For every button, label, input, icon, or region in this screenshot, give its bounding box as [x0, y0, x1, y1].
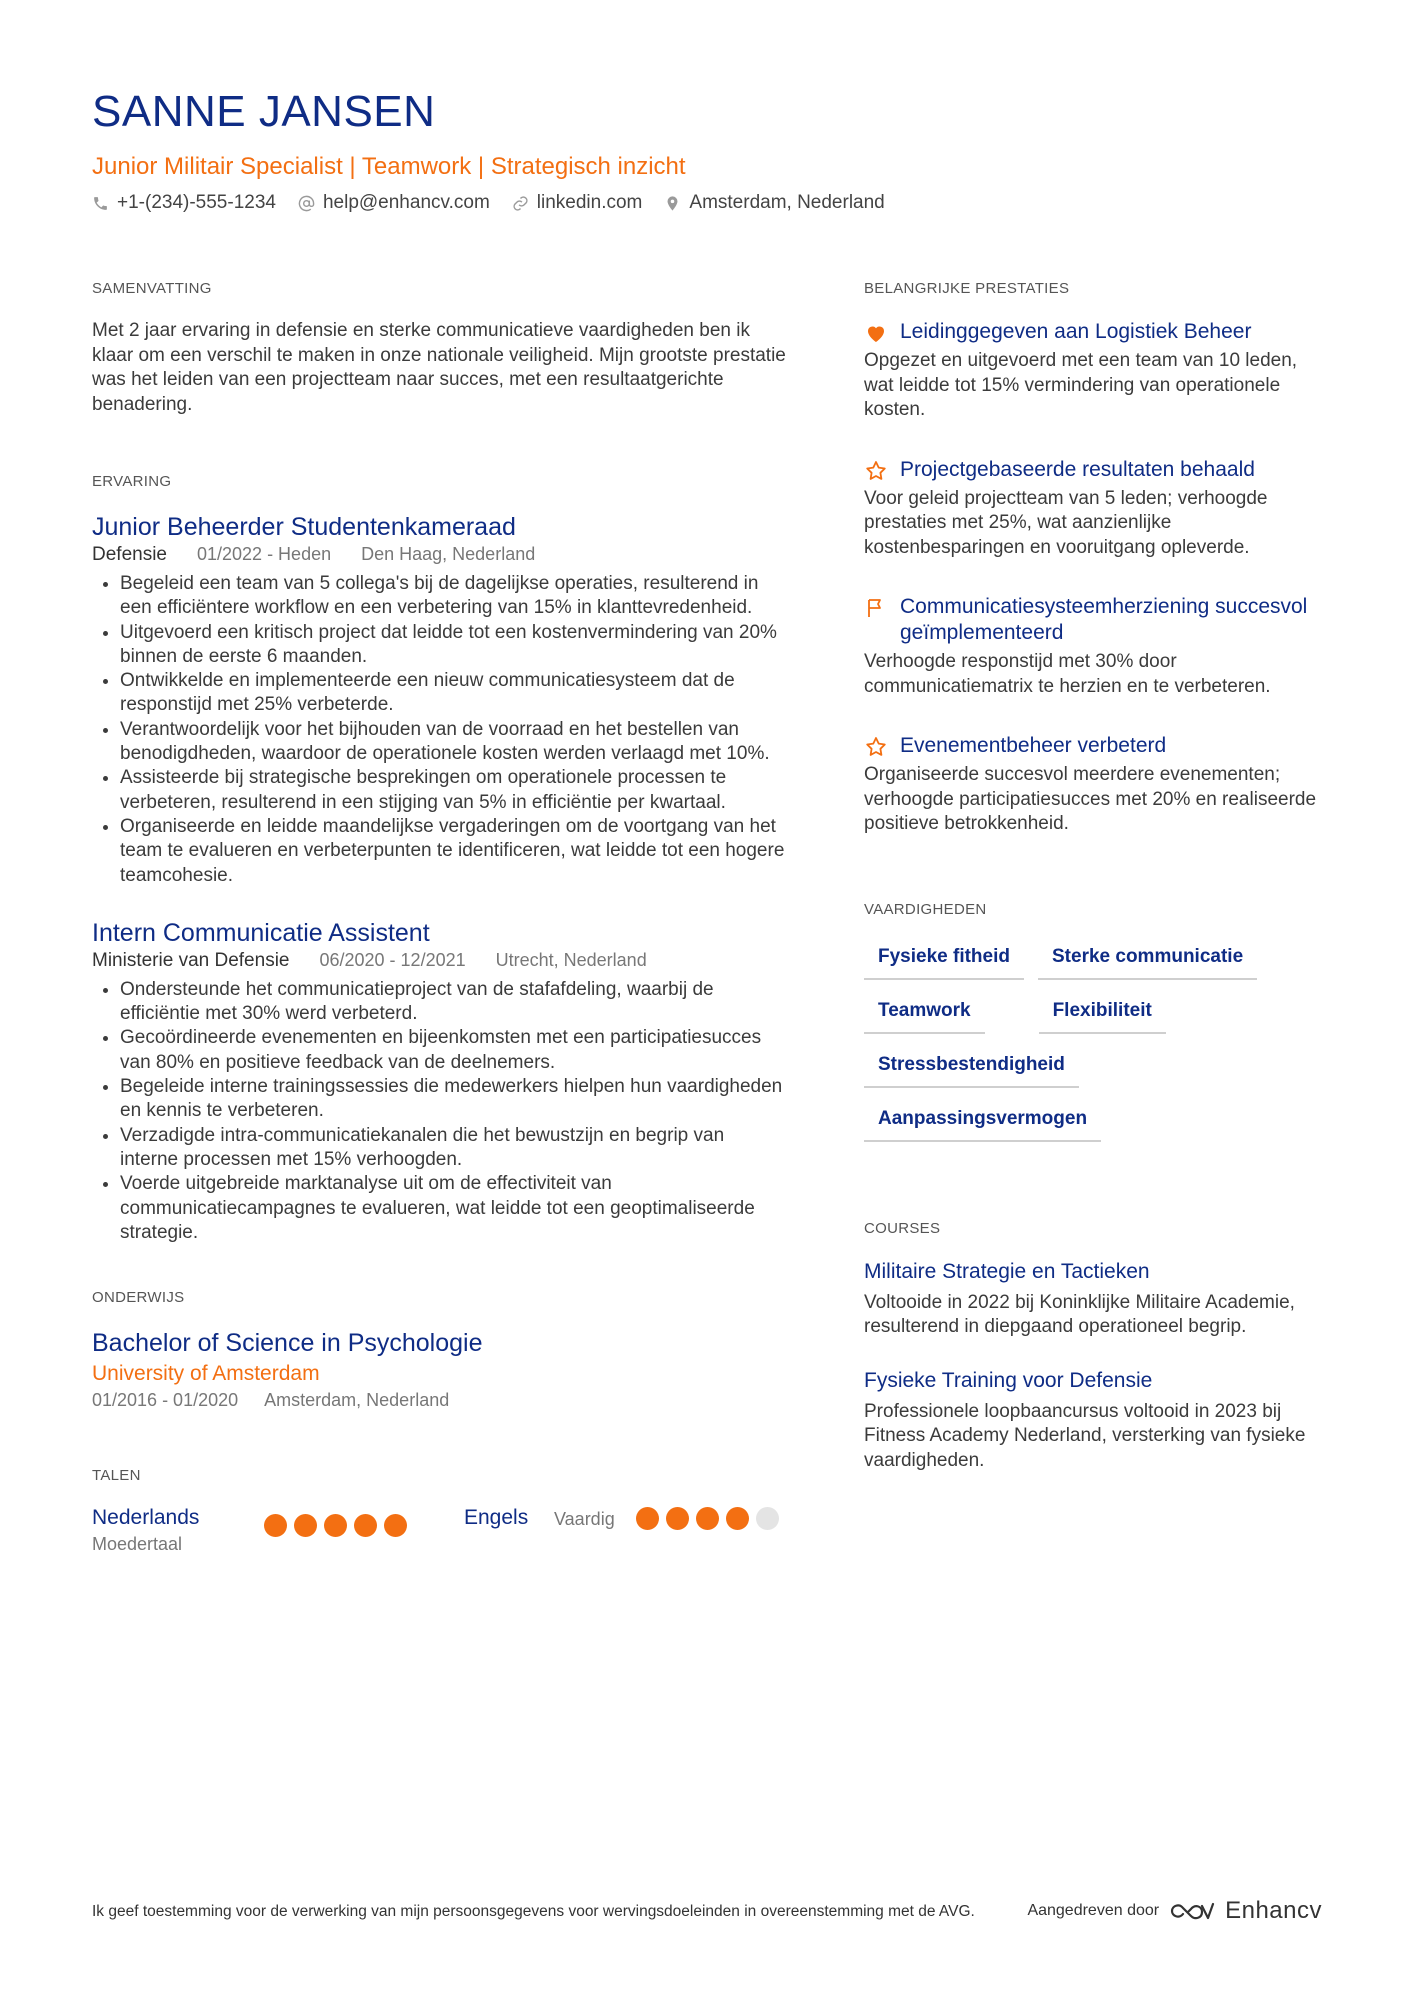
courses-section — [864, 1220, 1324, 1474]
language-level: Vaardig — [554, 1509, 615, 1530]
job-entry — [92, 512, 787, 888]
job-role: Intern Communicatie Assistent — [92, 918, 430, 947]
job-meta — [92, 544, 787, 566]
job-dates: 01/2022 - Heden — [197, 544, 332, 564]
contact-list — [92, 192, 1312, 214]
job-bullets — [92, 978, 787, 1245]
contact-email-text[interactable]: help@enhancv.com — [322, 192, 490, 213]
achievement-header — [864, 733, 1324, 759]
achievement-item — [864, 594, 1324, 699]
gdpr-consent: Ik geef toestemming voor de verwerking van mijn persoonsgegevens voor wervingsdoeleinden in overeenstemming met de AVG. — [92, 1902, 975, 1920]
achievement-header — [864, 319, 1324, 345]
skill-tag: Teamwork — [864, 994, 985, 1034]
job-role: Junior Beheerder Studentenkameraad — [92, 513, 516, 541]
contact-email[interactable] — [298, 192, 490, 214]
job-bullet: • Ontwikkelde en implementeerde een nieuw communicatiesysteem dat de responstijd met 25% verbeterde. — [120, 669, 787, 718]
skill-tag: Aanpassingsvermogen — [864, 1102, 1101, 1142]
rating-dot-filled — [384, 1514, 407, 1537]
rating-dot-filled — [726, 1507, 749, 1530]
achievement-item — [864, 457, 1324, 561]
language-rating — [636, 1507, 779, 1530]
course-item — [864, 1368, 1324, 1474]
achievement-text: Voor geleid projectteam van 5 leden; verhoogde prestaties met 25%, wat aanzienlijke kostenbesparingen en vooruitgang opleverde. — [864, 487, 1268, 558]
contact-linkedin-text[interactable]: linkedin.com — [536, 192, 643, 213]
rating-dot-filled — [696, 1507, 719, 1530]
languages-section — [92, 1467, 787, 1555]
skills-heading: VAARDIGHEDEN — [864, 900, 987, 918]
summary-heading: SAMENVATTING — [92, 280, 212, 297]
job-entry — [92, 918, 787, 1245]
job-location: Den Haag, Nederland — [361, 544, 536, 564]
achievement-item — [864, 319, 1324, 423]
candidate-title: Junior Militair Specialist | Teamwork | Strategisch inzicht — [92, 153, 686, 180]
course-text: Professionele loopbaancursus voltooid in 2023 bij Fitness Academy Nederland, versterking van fysieke vaardigheden. — [864, 1400, 1306, 1471]
location-icon — [664, 195, 681, 212]
experience-heading: ERVARING — [92, 473, 172, 490]
right-column — [864, 280, 1324, 1525]
job-bullet: • Assisteerde bij strategische besprekingen om operationele processen te verbeteren, resulterend in een stijging van 5% in efficiëntie per kwartaal. — [120, 766, 787, 815]
rating-dot-filled — [294, 1514, 317, 1537]
job-bullet: • Verantwoordelijk voor het bijhouden van de voorraad en het bestellen van benodigdheden, waardoor de operationele kosten werden verlaagd met 10%. — [120, 718, 787, 767]
education-dates: 01/2016 - 01/2020 — [92, 1390, 239, 1411]
powered-by-label: Aangedreven door — [1027, 1902, 1160, 1919]
skill-tag: Fysieke fitheid — [864, 940, 1024, 980]
achievement-title: Evenementbeheer verbeterd — [900, 734, 1167, 757]
language-text — [92, 1506, 264, 1555]
language-name: Nederlands — [92, 1506, 200, 1530]
flag-icon — [864, 596, 888, 620]
job-bullet: • Begeleide interne trainingssessies die medewerkers hielpen hun vaardigheden en kennis te verbeteren. — [120, 1075, 787, 1124]
education-degree: Bachelor of Science in Psychologie — [92, 1329, 483, 1358]
rating-dot-filled — [636, 1507, 659, 1530]
language-item — [464, 1506, 779, 1530]
language-name: Engels — [464, 1506, 529, 1530]
summary-text: Met 2 jaar ervaring in defensie en sterke communicatieve vaardigheden ben ik klaar om een verschil te maken in onze nationale veiligheid. Mijn grootste prestatie was het leiden van een projectteam naar succes, met een resultaatgerichte benadering. — [92, 320, 786, 415]
brand-name: Enhancv — [1225, 1897, 1322, 1924]
courses-heading: COURSES — [864, 1219, 941, 1237]
education-location: Amsterdam, Nederland — [264, 1390, 450, 1411]
course-item — [864, 1259, 1324, 1340]
contact-linkedin[interactable] — [512, 192, 643, 214]
language-rating — [264, 1514, 407, 1555]
job-bullet: • Begeleid een team van 5 collega's bij de dagelijkse operaties, resulterend in een efficiëntere workflow en een verbetering van 15% in klanttevredenheid. — [120, 572, 787, 621]
job-company: Defensie — [92, 544, 167, 565]
contact-location-text: Amsterdam, Nederland — [689, 192, 885, 213]
job-bullet: • Uitgevoerd een kritisch project dat leidde tot een kostenvermindering van 20% binnen de eerste 6 maanden. — [120, 621, 787, 670]
education-meta — [92, 1390, 787, 1411]
rating-dot-empty — [756, 1507, 779, 1530]
skills-list — [864, 940, 1324, 1142]
skill-tag: Stressbestendigheid — [864, 1048, 1079, 1088]
achievement-text: Organiseerde succesvol meerdere evenementen; verhoogde participatiesucces met 20% en realiseerde positieve betrokkenheid. — [864, 764, 1317, 834]
language-item — [92, 1506, 464, 1555]
summary-section — [92, 280, 787, 417]
contact-phone — [92, 192, 276, 214]
course-title: Fysieke Training voor Defensie — [864, 1368, 1153, 1392]
language-list — [92, 1506, 787, 1555]
job-bullet: • Voerde uitgebreide marktanalyse uit om de effectiviteit van communicatiecampagnes te evalueren, wat leidde tot een geoptimaliseerde strategie. — [120, 1172, 787, 1245]
achievement-header — [864, 594, 1324, 646]
achievement-title: Leidinggegeven aan Logistiek Beheer — [900, 320, 1252, 343]
experience-section — [92, 473, 787, 1245]
contact-location — [664, 192, 884, 214]
footer — [92, 1897, 1322, 1925]
achievement-title: Projectgebaseerde resultaten behaald — [900, 457, 1255, 481]
rating-dot-filled — [666, 1507, 689, 1530]
languages-heading: TALEN — [92, 1467, 141, 1485]
job-bullet: • Verzadigde intra-communicatiekanalen die het bewustzijn en begrip van interne processen met 15% verhoogden. — [120, 1124, 787, 1173]
rating-dot-filled — [324, 1514, 347, 1537]
course-text: Voltooide in 2022 bij Koninklijke Militaire Academie, resulterend in diepgaand operationeel begrip. — [864, 1291, 1295, 1337]
course-title: Militaire Strategie en Tactieken — [864, 1259, 1150, 1283]
left-column — [92, 280, 787, 1607]
contact-phone-text: +1-(234)-555-1234 — [117, 192, 276, 213]
job-meta — [92, 950, 787, 972]
achievement-text: Verhoogde responstijd met 30% door communicatiematrix te herzien en te verbeteren. — [864, 651, 1271, 697]
education-heading: ONDERWIJS — [92, 1289, 185, 1307]
job-bullet: • Ondersteunde het communicatieproject van de stafafdeling, waarbij de efficiëntie met 30% werd verbeterd. — [120, 978, 787, 1027]
candidate-name: SANNE JANSEN — [92, 87, 436, 136]
language-level: Moedertaal — [92, 1534, 183, 1555]
job-bullet: • Gecoördineerde evenementen en bijeenkomsten met een participatiesucces van 80% en positieve feedback van de deelnemers. — [120, 1026, 787, 1075]
achievement-item — [864, 733, 1324, 837]
achievements-section — [864, 280, 1324, 837]
link-icon — [512, 195, 529, 212]
star-icon — [864, 459, 888, 483]
phone-icon — [92, 195, 109, 212]
skills-section — [864, 901, 1324, 1142]
job-location: Utrecht, Nederland — [495, 949, 647, 970]
achievement-text: Opgezet en uitgevoerd met een team van 10 leden, wat leidde tot 15% vermindering van operationele kosten. — [864, 350, 1298, 420]
powered-by[interactable] — [1027, 1897, 1322, 1925]
job-bullet: • Organiseerde en leidde maandelijkse vergaderingen om de voortgang van het team te evalueren en verbeterpunten te identificeren, wat leidde tot een hogere teamcohesie. — [120, 815, 787, 888]
job-bullets — [92, 572, 787, 888]
achievement-header — [864, 457, 1324, 483]
achievements-heading: BELANGRIJKE PRESTATIES — [864, 280, 1070, 297]
achievement-title: Communicatiesysteemherziening succesvol geïmplementeerd — [900, 595, 1308, 644]
skill-tag: Sterke communicatie — [1038, 940, 1257, 980]
rating-dot-filled — [354, 1514, 377, 1537]
education-section — [92, 1289, 787, 1411]
education-school: University of Amsterdam — [92, 1362, 320, 1386]
at-icon — [298, 195, 315, 212]
star-icon — [864, 735, 888, 759]
rating-dot-filled — [264, 1514, 287, 1537]
skill-tag: Flexibiliteit — [1039, 994, 1166, 1034]
job-dates: 06/2020 - 12/2021 — [319, 949, 466, 970]
enhancv-logo-icon — [1169, 1899, 1215, 1923]
resume-header — [92, 84, 1312, 214]
job-company: Ministerie van Defensie — [92, 949, 290, 971]
heart-icon — [864, 321, 888, 345]
